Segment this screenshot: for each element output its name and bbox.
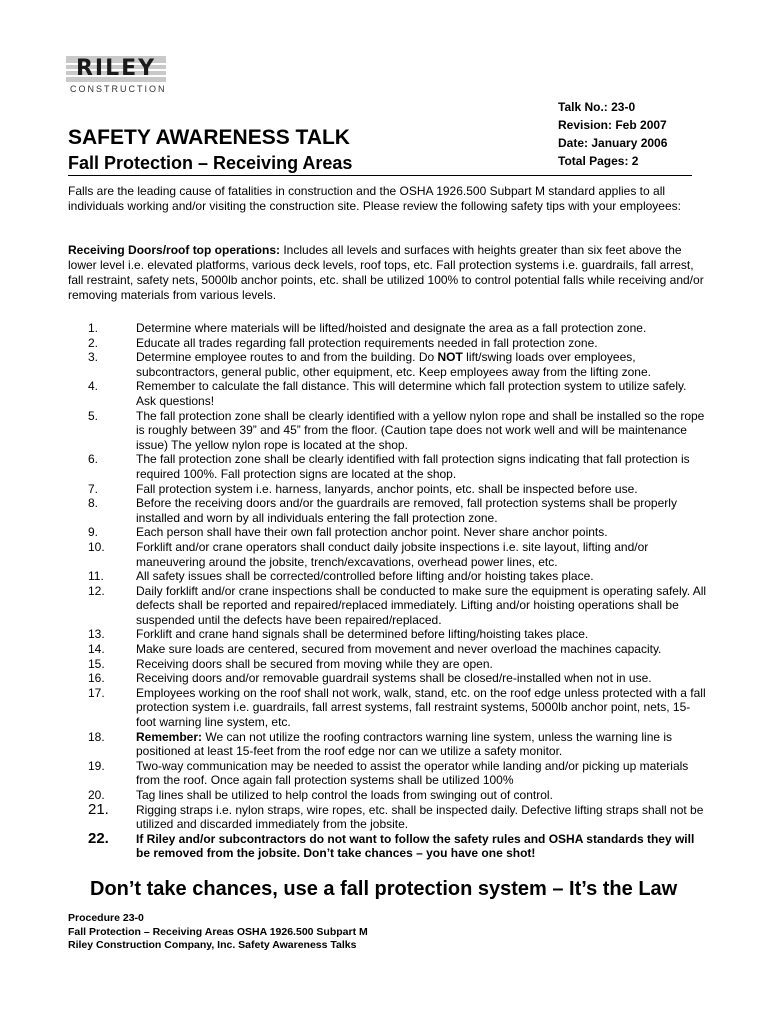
item-number: 21. (88, 800, 109, 818)
section-lead: Receiving Doors/roof top operations: (68, 243, 281, 257)
list-item (68, 321, 708, 336)
receiving-doors-section (68, 243, 704, 303)
list-item (68, 657, 708, 672)
list-item (68, 686, 708, 730)
item-text-post: lift/swing loads over employees, subcontractors, general public, other equipment, etc. Keep employees away from the lifting zone. (136, 350, 651, 379)
list-item (68, 540, 708, 569)
list-item (68, 496, 708, 525)
item-text: Before the receiving doors and/or the guardrails are removed, fall protection systems shall be properly installed and worn by all individuals entering the fall protection zone. (136, 496, 677, 525)
item-number: 9. (88, 525, 99, 540)
item-number: 13. (88, 627, 105, 642)
item-text: Forklift and/or crane operators shall conduct daily jobsite inspections i.e. site layout, lifting and/or maneuvering around the jobsite, trench/excavations, overhead power lines, etc. (136, 539, 649, 569)
item-text: All safety issues shall be corrected/controlled before lifting and/or hoisting takes place. (136, 569, 594, 584)
document-footer (68, 912, 368, 953)
item-number: 22. (88, 829, 109, 847)
talk-number: Talk No.: 23-0 (558, 100, 636, 114)
talk-meta (558, 98, 667, 170)
item-number: 17. (88, 685, 105, 700)
item-text: Two-way communication may be needed to assist the operator while landing and/or picking up materials from the roof. Once again fall protection systems shall be utilized 100% (136, 758, 689, 788)
list-item (68, 525, 708, 540)
safety-slogan: Don’t take chances, use a fall protection system – It’s the Law (90, 878, 678, 900)
item-text: Remember to calculate the fall distance. This will determine which fall protection system to utilize safely. Ask questions! (136, 379, 687, 408)
list-item (68, 350, 708, 379)
section-body: Includes all levels and surfaces with heights greater than six feet above the lower level i.e. elevated platforms, various deck levels, roof tops, etc. Fall protection systems i.e. guardrails, fall arrest, fall restraint, safety nets, 5000lb anchor points, etc. shall be utilized 100% to control potential falls while receiving and/or removing materials from various levels. (68, 243, 704, 302)
item-number: 7. (88, 481, 99, 496)
item-number: 2. (88, 335, 99, 350)
company-logo (66, 56, 168, 100)
list-item (68, 336, 708, 351)
item-text: Employees working on the roof shall not work, walk, stand, etc. on the roof edge unless protected with a fall protection system i.e. guardrails, fall arrest systems, fall restraint systems, 5000lb anchor point, nets, 15-foot warning line system, etc. (136, 685, 706, 730)
item-number: 4. (88, 379, 99, 394)
item-text: If Riley and/or subcontractors do not want to follow the safety rules and OSHA standards they will be removed from the jobsite. Don’t take chances – you have one shot! (136, 831, 695, 861)
talk-date: Date: January 2006 (558, 136, 668, 150)
item-number: 8. (88, 496, 99, 511)
title-divider (68, 175, 692, 176)
list-item (68, 379, 708, 408)
list-item (68, 584, 708, 628)
procedure-title: Fall Protection – Receiving Areas OSHA 1926.500 Subpart M (68, 925, 368, 938)
safety-tips-list (68, 321, 708, 861)
item-number: 5. (88, 408, 99, 423)
list-item (68, 409, 708, 453)
item-text: Determine where materials will be lifted/hoisted and designate the area as a fall protection zone. (136, 321, 647, 335)
list-item (68, 730, 708, 759)
item-number: 10. (88, 539, 105, 554)
item-text: Rigging straps i.e. nylon straps, wire ropes, etc. shall be inspected daily. Defective lifting straps shall not be utilized and discarded immediately from the jobsite. (136, 802, 704, 832)
list-item (68, 759, 708, 788)
item-text: Daily forklift and/or crane inspections shall be conducted to make sure the equipment is operating safely. All defects shall be reported and repaired/replaced immediately. Lifting and/or hoisting operations shall be suspended until the defects have been repaired/replaced. (136, 583, 707, 627)
list-item (68, 800, 708, 832)
list-item (68, 482, 708, 497)
list-item (68, 642, 708, 657)
item-number: 19. (88, 758, 105, 773)
item-text-pre: Determine employee routes to and from the building. Do (136, 350, 438, 365)
item-text: Receiving doors and/or removable guardrail systems shall be closed/re-installed when not in use. (136, 671, 652, 686)
company-series: Riley Construction Company, Inc. Safety Awareness Talks (68, 939, 357, 951)
logo-name: RILEY (75, 56, 157, 81)
item-text: Each person shall have their own fall protection anchor point. Never share anchor points. (136, 525, 608, 540)
item-text-bold: Remember: (136, 729, 203, 744)
logo-subtext: CONSTRUCTION (70, 84, 167, 94)
item-number: 11. (88, 569, 104, 584)
item-text: Receiving doors shall be secured from moving while they are open. (136, 656, 493, 671)
item-number: 12. (88, 583, 105, 598)
list-item (68, 569, 708, 584)
item-text: Make sure loads are centered, secured from movement and never overload the machines capacity. (136, 642, 662, 657)
list-item (68, 829, 708, 861)
item-text: Educate all trades regarding fall protection requirements needed in fall protection zone. (136, 335, 598, 350)
intro-paragraph: Falls are the leading cause of fatalities in construction and the OSHA 1926.500 Subpart M standard applies to all individuals working and/or visiting the construction site. Please review the following safety tips with your employees: (68, 184, 681, 213)
item-text: Fall protection system i.e. harness, lanyards, anchor points, etc. shall be inspected before use. (136, 481, 638, 496)
item-text: The fall protection zone shall be clearly identified with a yellow nylon rope and shall be installed so the rope is roughly between 39” and 45” from the floor. (Caution tape does not work well and will be maintenance issue) The yellow nylon rope is located at the shop. (136, 408, 705, 452)
item-text: Forklift and crane hand signals shall be determined before lifting/hoisting takes place. (136, 627, 589, 642)
document-title: SAFETY AWARENESS TALK (68, 126, 350, 149)
item-text: The fall protection zone shall be clearly identified with fall protection signs indicating that fall protection is required 100%. Fall protection signs are located at the shop. (136, 452, 690, 481)
revision-date: Revision: Feb 2007 (558, 118, 667, 132)
item-number: 16. (88, 671, 105, 686)
item-text-post: We can not utilize the roofing contractors warning line system, unless the warning line is positioned at least 15-feet from the roof edge nor can we utilize a safety monitor. (136, 729, 673, 759)
logo-mark (66, 56, 166, 82)
item-number: 15. (88, 656, 105, 671)
item-number: 1. (88, 321, 99, 335)
item-text-bold: NOT (437, 350, 463, 365)
item-text: Tag lines shall be utilized to help control the loads from swinging out of control. (136, 788, 553, 802)
item-number: 14. (88, 642, 105, 657)
item-number: 3. (88, 350, 99, 365)
list-item (68, 788, 708, 803)
item-number: 20. (88, 788, 105, 802)
list-item (68, 627, 708, 642)
document-subtitle: Fall Protection – Receiving Areas (68, 153, 353, 173)
list-item (68, 671, 708, 686)
total-pages: Total Pages: 2 (558, 154, 639, 168)
item-number: 18. (88, 729, 105, 744)
procedure-number: Procedure 23-0 (68, 912, 144, 924)
list-item (68, 452, 708, 481)
item-number: 6. (88, 452, 99, 467)
